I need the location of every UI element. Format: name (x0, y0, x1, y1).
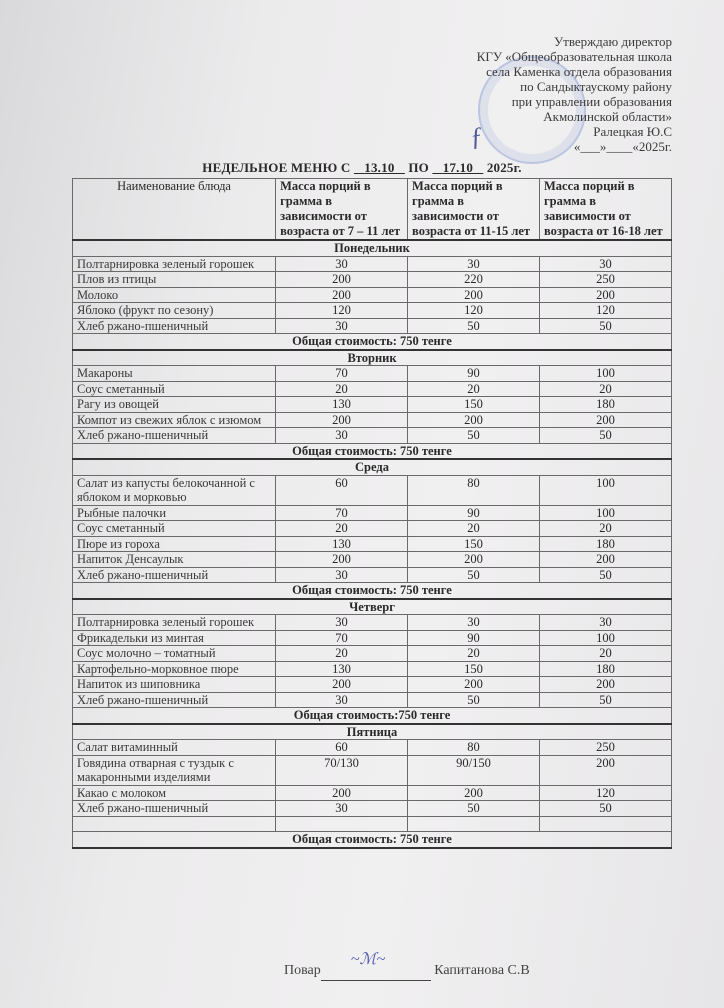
day-header-row (73, 350, 672, 366)
title-to-value: 17.10 (442, 160, 474, 175)
portion-weight: 200 (408, 412, 540, 428)
dish-name: Соус сметанный (73, 521, 276, 537)
portion-weight: 200 (276, 785, 408, 801)
table-row (73, 552, 672, 568)
dish-name: Салат витаминный (73, 740, 276, 756)
portion-weight: 30 (276, 567, 408, 583)
portion-weight: 200 (276, 552, 408, 568)
portion-weight: 20 (540, 381, 672, 397)
table-row (73, 303, 672, 319)
menu-body (73, 240, 672, 848)
portion-weight: 250 (540, 272, 672, 288)
portion-weight: 200 (540, 677, 672, 693)
portion-weight: 90 (408, 630, 540, 646)
portion-weight: 90/150 (408, 755, 540, 785)
total-cost: Общая стоимость: 750 тенге (73, 334, 672, 350)
dish-name: Хлеб ржано-пшеничный (73, 567, 276, 583)
dish-name: Напиток Денсаулык (73, 552, 276, 568)
portion-weight (540, 816, 672, 832)
day-name: Вторник (73, 350, 672, 366)
portion-weight: 60 (276, 475, 408, 505)
title-from-date (354, 160, 405, 175)
total-row (73, 832, 672, 848)
table-row (73, 428, 672, 444)
portion-weight: 150 (408, 661, 540, 677)
portion-weight: 130 (276, 536, 408, 552)
total-cost: Общая стоимость: 750 тенге (73, 583, 672, 599)
portion-weight: 200 (408, 287, 540, 303)
table-row (73, 785, 672, 801)
portion-weight: 70/130 (276, 755, 408, 785)
title-prefix: НЕДЕЛЬНОЕ МЕНЮ С (202, 160, 351, 175)
title-from-value: 13.10 (364, 160, 395, 175)
table-row (73, 630, 672, 646)
portion-weight: 180 (540, 661, 672, 677)
portion-weight: 50 (408, 567, 540, 583)
portion-weight: 250 (540, 740, 672, 756)
signature-line (321, 951, 431, 981)
table-row (73, 366, 672, 382)
portion-weight: 30 (276, 256, 408, 272)
portion-weight: 70 (276, 630, 408, 646)
table-row (73, 397, 672, 413)
cook-name: Капитанова С.В (434, 963, 530, 978)
dish-name: Соус сметанный (73, 381, 276, 397)
table-row (73, 536, 672, 552)
portion-weight: 130 (276, 397, 408, 413)
portion-weight: 60 (276, 740, 408, 756)
table-row (73, 677, 672, 693)
portion-weight: 200 (408, 677, 540, 693)
portion-weight: 30 (276, 801, 408, 817)
portion-weight: 30 (276, 692, 408, 708)
portion-weight: 20 (408, 646, 540, 662)
portion-weight: 150 (408, 536, 540, 552)
menu-table (72, 178, 672, 849)
portion-weight: 30 (408, 615, 540, 631)
cook-role: Повар (284, 963, 321, 978)
table-row (73, 272, 672, 288)
table-row (73, 521, 672, 537)
table-row (73, 661, 672, 677)
portion-weight: 70 (276, 505, 408, 521)
portion-weight: 20 (276, 381, 408, 397)
portion-weight: 200 (276, 412, 408, 428)
table-row (73, 567, 672, 583)
portion-weight: 50 (540, 428, 672, 444)
portion-weight: 200 (276, 272, 408, 288)
header-dish-name: Наименование блюда (73, 179, 276, 241)
dish-name: Напиток из шиповника (73, 677, 276, 693)
portion-weight (408, 816, 540, 832)
dish-name: Рыбные палочки (73, 505, 276, 521)
dish-name: Фрикадельки из минтая (73, 630, 276, 646)
portion-weight: 50 (540, 801, 672, 817)
dish-name: Полтарнировка зеленый горошек (73, 615, 276, 631)
portion-weight: 120 (540, 303, 672, 319)
portion-weight: 180 (540, 536, 672, 552)
table-row (73, 755, 672, 785)
portion-weight: 20 (276, 646, 408, 662)
portion-weight: 120 (408, 303, 540, 319)
table-row (73, 692, 672, 708)
portion-weight: 200 (408, 785, 540, 801)
day-header-row (73, 240, 672, 256)
day-header-row (73, 459, 672, 475)
portion-weight: 100 (540, 475, 672, 505)
cook-signature: ~ℳ~ (350, 951, 386, 968)
portion-weight: 50 (540, 318, 672, 334)
dish-name: Соус молочно – томатный (73, 646, 276, 662)
total-row (73, 334, 672, 350)
table-row (73, 287, 672, 303)
title-year: 2025г. (486, 160, 522, 175)
portion-weight: 100 (540, 505, 672, 521)
portion-weight: 200 (540, 755, 672, 785)
portion-weight: 50 (408, 428, 540, 444)
portion-weight: 100 (540, 630, 672, 646)
title-to-date (432, 160, 483, 175)
portion-weight: 200 (276, 677, 408, 693)
cook-signature-line (284, 951, 530, 981)
header-age-11-15: Масса порций в грамма в зависимости от возраста от 11-15 лет (408, 179, 540, 241)
table-row (73, 318, 672, 334)
portion-weight: 200 (408, 552, 540, 568)
portion-weight: 20 (540, 521, 672, 537)
day-name: Пятница (73, 724, 672, 740)
portion-weight: 80 (408, 740, 540, 756)
total-cost: Общая стоимость: 750 тенге (73, 443, 672, 459)
portion-weight: 30 (540, 615, 672, 631)
portion-weight: 150 (408, 397, 540, 413)
portion-weight: 200 (540, 412, 672, 428)
day-name: Понедельник (73, 240, 672, 256)
dish-name: Салат из капусты белокочанной с яблоком и морковью (73, 475, 276, 505)
portion-weight: 220 (408, 272, 540, 288)
title-mid: ПО (408, 160, 429, 175)
table-row (73, 801, 672, 817)
portion-weight: 50 (408, 318, 540, 334)
total-row (73, 443, 672, 459)
portion-weight: 120 (276, 303, 408, 319)
total-cost: Общая стоимость: 750 тенге (73, 832, 672, 848)
dish-name: Хлеб ржано-пшеничный (73, 692, 276, 708)
portion-weight: 70 (276, 366, 408, 382)
portion-weight: 200 (540, 287, 672, 303)
table-row (73, 615, 672, 631)
dish-name: Хлеб ржано-пшеничный (73, 428, 276, 444)
portion-weight: 100 (540, 366, 672, 382)
table-row (73, 505, 672, 521)
table-row (73, 475, 672, 505)
table-row (73, 256, 672, 272)
approval-line: при управлении образования (511, 94, 672, 109)
dish-name: Говядина отварная с туздык с макаронными изделиями (73, 755, 276, 785)
header-row (73, 179, 672, 241)
portion-weight: 30 (540, 256, 672, 272)
table-row (73, 646, 672, 662)
portion-weight: 200 (276, 287, 408, 303)
portion-weight: 50 (540, 567, 672, 583)
portion-weight: 30 (276, 428, 408, 444)
portion-weight: 20 (276, 521, 408, 537)
portion-weight: 50 (540, 692, 672, 708)
approval-line: КГУ «Общеобразовательная школа (476, 49, 672, 64)
dish-name: Хлеб ржано-пшеничный (73, 318, 276, 334)
portion-weight: 200 (540, 552, 672, 568)
table-row (73, 381, 672, 397)
portion-weight: 50 (408, 801, 540, 817)
dish-name: Рагу из овощей (73, 397, 276, 413)
portion-weight: 30 (276, 318, 408, 334)
approval-block (477, 34, 672, 154)
dish-name: Какао с молоком (73, 785, 276, 801)
total-row (73, 583, 672, 599)
table-row (73, 816, 672, 832)
portion-weight: 30 (408, 256, 540, 272)
portion-weight: 20 (408, 521, 540, 537)
approval-line: Акмолинской области» (543, 109, 672, 124)
dish-name: Полтарнировка зеленый горошек (73, 256, 276, 272)
portion-weight: 90 (408, 505, 540, 521)
page-title (0, 160, 724, 176)
portion-weight: 180 (540, 397, 672, 413)
portion-weight: 120 (540, 785, 672, 801)
approval-line: села Каменка отдела образования (486, 64, 672, 79)
dish-name: Пюре из гороха (73, 536, 276, 552)
day-header-row (73, 599, 672, 615)
header-age-16-18: Масса порций в грамма в зависимости от возраста от 16-18 лет (540, 179, 672, 241)
portion-weight: 20 (408, 381, 540, 397)
total-cost: Общая стоимость:750 тенге (73, 708, 672, 724)
approval-line: «___»____«2025г. (573, 139, 672, 154)
day-name: Четверг (73, 599, 672, 615)
portion-weight (276, 816, 408, 832)
portion-weight: 130 (276, 661, 408, 677)
table-row (73, 412, 672, 428)
day-name: Среда (73, 459, 672, 475)
approval-line: Ралецкая Ю.С (593, 124, 672, 139)
dish-name: Плов из птицы (73, 272, 276, 288)
portion-weight: 80 (408, 475, 540, 505)
dish-name (73, 816, 276, 832)
portion-weight: 30 (276, 615, 408, 631)
dish-name: Компот из свежих яблок с изюмом (73, 412, 276, 428)
total-row (73, 708, 672, 724)
portion-weight: 50 (408, 692, 540, 708)
dish-name: Картофельно-морковное пюре (73, 661, 276, 677)
approval-line: по Сандыктаускому району (520, 79, 672, 94)
approval-line: Утверждаю директор (553, 34, 672, 49)
dish-name: Хлеб ржано-пшеничный (73, 801, 276, 817)
header-age-7-11: Масса порций в грамма в зависимости от возраста от 7 – 11 лет (276, 179, 408, 241)
dish-name: Молоко (73, 287, 276, 303)
portion-weight: 20 (540, 646, 672, 662)
portion-weight: 90 (408, 366, 540, 382)
dish-name: Яблоко (фрукт по сезону) (73, 303, 276, 319)
table-row (73, 740, 672, 756)
director-signature: ƒ (467, 121, 485, 152)
day-header-row (73, 724, 672, 740)
dish-name: Макароны (73, 366, 276, 382)
